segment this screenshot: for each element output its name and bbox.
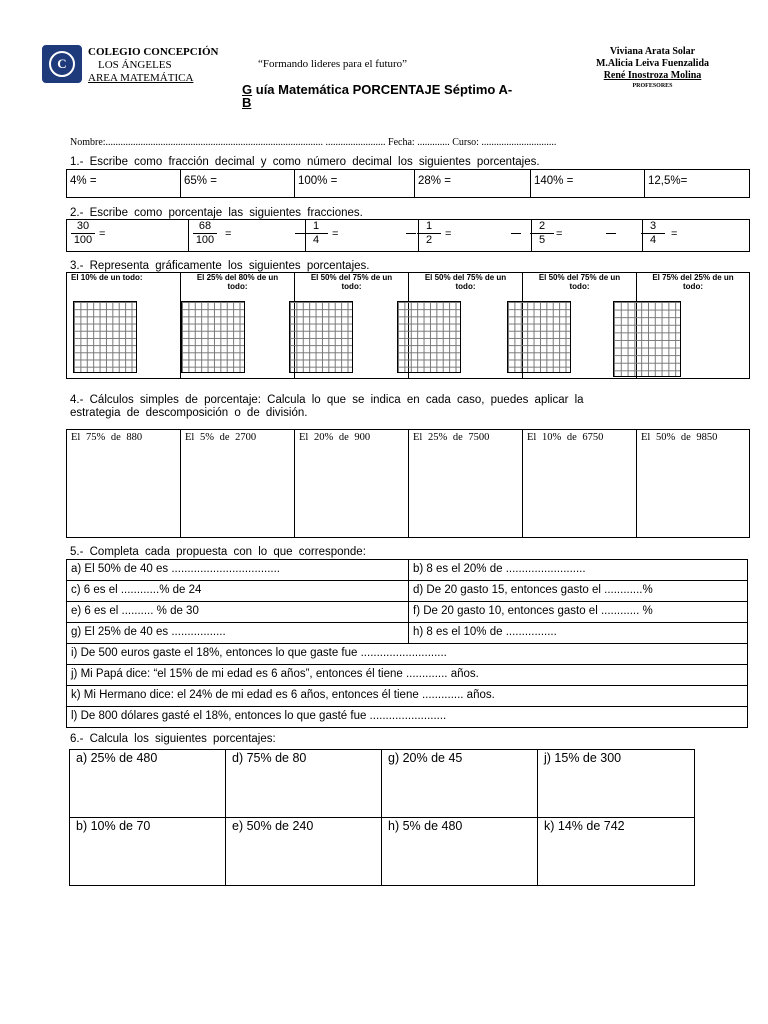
hundred-grid[interactable]: [181, 301, 245, 373]
q3-prompt: 3.- Representa gráficamente los siguientes porcentajes.: [70, 260, 370, 272]
teachers-block: [560, 46, 745, 90]
q1-cell[interactable]: 140% =: [531, 170, 645, 198]
q5-item[interactable]: j) Mi Papá dice: “el 15% de mi edad es 6 años”, entonces él tiene ............. años.: [67, 665, 748, 686]
q1-cell[interactable]: 100% =: [295, 170, 415, 198]
q6-prompt: 6.- Calcula los siguientes porcentajes:: [70, 733, 276, 745]
equals-sign: =: [671, 228, 678, 240]
q6-cell[interactable]: e) 50% de 240: [226, 818, 382, 886]
hundred-grid[interactable]: [397, 301, 461, 373]
q5-item[interactable]: l) De 800 dólares gasté el 18%, entonces lo que gasté fue ........................: [67, 707, 748, 728]
q3-label: El 50% del 75% de un todo:: [538, 273, 621, 291]
school-area: AREA MATEMÁTICA: [88, 72, 194, 84]
equals-sign: =: [332, 228, 339, 240]
q5-item[interactable]: k) Mi Hermano dice: el 24% de mi edad es 6 años, entonces él tiene ............. años.: [67, 686, 748, 707]
q6-cell[interactable]: j) 15% de 300: [538, 750, 695, 818]
q3-label: El 75% del 25% de un todo:: [652, 273, 734, 291]
school-name: COLEGIO CONCEPCIÓN: [88, 46, 219, 58]
q6-cell[interactable]: g) 20% de 45: [382, 750, 538, 818]
school-logo: [42, 45, 82, 83]
fraction: $\frac{30}{100}$: [71, 220, 95, 247]
teachers-caption: PROFESORES: [632, 83, 673, 89]
teacher-name: M.Alicia Leiva Fuenzalida: [595, 58, 710, 69]
q2-cell[interactable]: [419, 220, 532, 252]
q6-table: [69, 749, 695, 886]
fraction: $\frac{3}{4}$: [641, 220, 665, 247]
q3-cell[interactable]: [181, 273, 295, 379]
q5-item[interactable]: f) De 20 gasto 10, entonces gasto el ............ %: [409, 602, 748, 623]
hundred-grid[interactable]: [73, 301, 137, 373]
q3-label: El 50% del 75% de un todo:: [424, 273, 507, 291]
q5-item[interactable]: h) 8 es el 10% de ................: [409, 623, 748, 644]
q4-cell[interactable]: El 10% de 6750: [523, 430, 637, 538]
fraction: $\frac{1}{2}$: [417, 220, 441, 247]
title-text: uía Matemática PORCENTAJE Séptimo A-: [255, 82, 513, 97]
equals-sign: =: [445, 228, 452, 240]
q2-cell[interactable]: [306, 220, 419, 252]
hundred-grid[interactable]: [507, 301, 571, 373]
q4-prompt: 4.- Cálculos simples de porcentaje: Calcula lo que se indica en cada caso, puedes aplicar la estrategia de descomposición o de división.: [70, 394, 584, 419]
q3-label: El 10% de un todo:: [71, 273, 143, 282]
q5-item[interactable]: b) 8 es el 20% de .........................: [409, 560, 748, 581]
answer-line: [511, 233, 521, 234]
q4-cell[interactable]: El 5% de 2700: [181, 430, 295, 538]
q1-cell[interactable]: 12,5%=: [645, 170, 750, 198]
q6-cell[interactable]: b) 10% de 70: [70, 818, 226, 886]
q5-item[interactable]: g) El 25% de 40 es .................: [67, 623, 409, 644]
fraction: $\frac{1}{4}$: [304, 220, 328, 247]
q1-cell[interactable]: 28% =: [415, 170, 531, 198]
teacher-name: Viviana Arata Solar: [609, 46, 696, 57]
equals-sign: =: [99, 228, 106, 240]
fraction: $\frac{2}{5}$: [530, 220, 554, 247]
page-title: [242, 83, 572, 109]
student-fields: Nombre:....................................................................................... ........................ Fecha: ............. Curso: ..............................: [70, 137, 557, 148]
hundred-grid[interactable]: [289, 301, 353, 373]
q4-table: [66, 429, 750, 538]
q6-cell[interactable]: d) 75% de 80: [226, 750, 382, 818]
q2-cell[interactable]: [643, 220, 750, 252]
q3-cell[interactable]: [67, 273, 181, 379]
fraction: $\frac{68}{100}$: [193, 220, 217, 247]
q5-item[interactable]: c) 6 es el ............% de 24: [67, 581, 409, 602]
q5-item[interactable]: e) 6 es el .......... % de 30: [67, 602, 409, 623]
q1-cell[interactable]: 65% =: [181, 170, 295, 198]
q4-cell[interactable]: El 50% de 9850: [637, 430, 750, 538]
q6-cell[interactable]: a) 25% de 480: [70, 750, 226, 818]
q5-item[interactable]: a) El 50% de 40 es ..................................: [67, 560, 409, 581]
q5-prompt: 5.- Completa cada propuesta con lo que corresponde:: [70, 546, 366, 558]
q3-cell[interactable]: [637, 273, 750, 379]
q2-table: [66, 219, 750, 252]
hundred-grid[interactable]: [613, 301, 681, 377]
q5-item[interactable]: d) De 20 gasto 15, entonces gasto el ............%: [409, 581, 748, 602]
q1-prompt: 1.- Escribe como fracción decimal y como número decimal los siguientes porcentajes.: [70, 156, 540, 168]
q1-cell[interactable]: 4% =: [67, 170, 181, 198]
q4-cell[interactable]: El 75% de 880: [67, 430, 181, 538]
title-line2: B: [242, 95, 252, 110]
q2-prompt: 2.- Escribe como porcentaje las siguientes fracciones.: [70, 207, 363, 219]
q3-table: [66, 272, 750, 379]
answer-line: [606, 233, 616, 234]
teacher-name: René Inostroza Molina: [603, 70, 702, 81]
school-city: LOS ÁNGELES: [98, 59, 172, 71]
q3-label: El 25% del 80% de un todo:: [196, 273, 279, 291]
title-first-letter: G: [242, 82, 253, 97]
school-crest-icon: C: [49, 51, 75, 77]
q4-cell[interactable]: El 25% de 7500: [409, 430, 523, 538]
q3-cell[interactable]: [409, 273, 523, 379]
q6-cell[interactable]: k) 14% de 742: [538, 818, 695, 886]
q3-label: El 50% del 75% de un todo:: [310, 273, 393, 291]
q2-cell[interactable]: [67, 220, 189, 252]
q5-table: [66, 559, 748, 728]
equals-sign: =: [225, 228, 232, 240]
q2-cell[interactable]: [532, 220, 643, 252]
q6-cell[interactable]: h) 5% de 480: [382, 818, 538, 886]
q2-cell[interactable]: [189, 220, 306, 252]
q5-item[interactable]: i) De 500 euros gaste el 18%, entonces lo que gaste fue ...........................: [67, 644, 748, 665]
school-block: [88, 46, 219, 85]
equals-sign: =: [556, 228, 563, 240]
motto: “Formando lideres para el futuro”: [258, 58, 408, 70]
answer-line: [406, 233, 416, 234]
q4-cell[interactable]: El 20% de 900: [295, 430, 409, 538]
q3-cell[interactable]: [295, 273, 409, 379]
q1-table: [66, 169, 750, 198]
